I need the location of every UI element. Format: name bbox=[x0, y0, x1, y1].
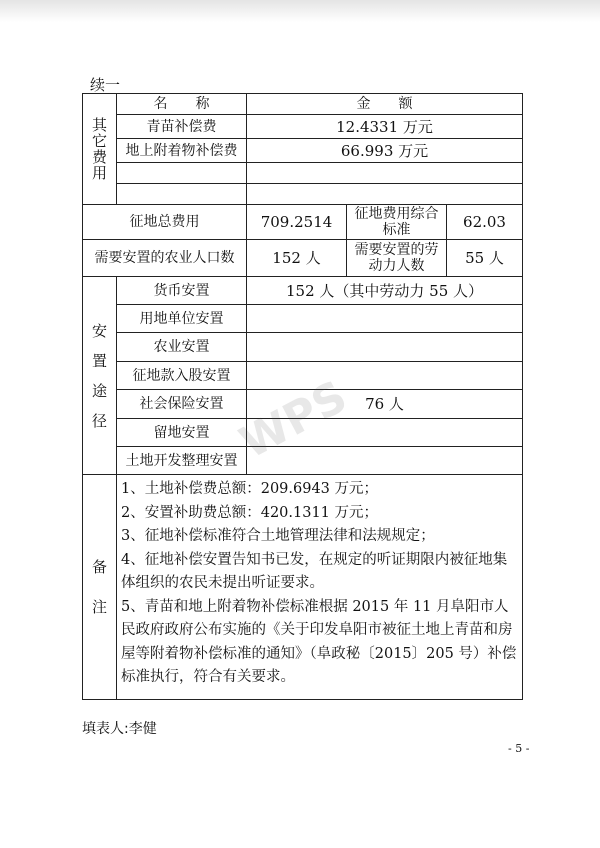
total-cost-value: 709.2514 bbox=[247, 205, 347, 240]
labor-label: 需要安置的劳动力人数 bbox=[347, 240, 447, 277]
note-item: 5、青苗和地上附着物补偿标准根据 2015 年 11 月阜阳市人民政府政府公布实施的《关于印发阜阳市被征土地上青苗和房屋等附着物补偿标准的通知》（阜政秘〔2015〕205 号）补偿标准执行，符合有关要求。 bbox=[121, 598, 517, 685]
scan-edge-shadow bbox=[0, 0, 600, 22]
resettle-value-agriculture bbox=[247, 333, 523, 362]
other-fees-label: 其 它 费 用 bbox=[83, 94, 117, 205]
land-acquisition-form-table bbox=[82, 93, 523, 700]
watermark-text: WPS bbox=[231, 371, 356, 469]
note-item: 4、征地补偿安置告知书已发，在规定的听证期限内被征地集体组织的农民未提出听证要求。 bbox=[121, 551, 508, 591]
resettle-name-equity: 征地款入股安置 bbox=[117, 362, 247, 390]
page-number: - 5 - bbox=[508, 742, 530, 755]
header-amount: 金 额 bbox=[247, 94, 523, 115]
population-label: 需要安置的农业人口数 bbox=[83, 240, 247, 277]
note-item: 2、安置补助费总额：420.1311 万元； bbox=[121, 504, 379, 521]
resettle-name-agriculture: 农业安置 bbox=[117, 333, 247, 362]
fee-name-attachments: 地上附着物补偿费 bbox=[117, 139, 247, 163]
composite-standard-value: 62.03 bbox=[447, 205, 523, 240]
header-name: 名 称 bbox=[117, 94, 247, 115]
fee-amount-empty bbox=[247, 163, 523, 184]
resettle-name-land-consolidation: 土地开发整理安置 bbox=[117, 447, 247, 475]
resettle-name-employer: 用地单位安置 bbox=[117, 305, 247, 333]
resettle-value-reserved-land bbox=[247, 419, 523, 447]
notes-content bbox=[117, 475, 523, 700]
filler-name: 填表人:李健 bbox=[82, 721, 157, 737]
resettle-value-social-insurance: 76 人 bbox=[247, 390, 523, 419]
labor-value: 55 人 bbox=[447, 240, 523, 277]
fee-name-seedling: 青苗补偿费 bbox=[117, 115, 247, 139]
fee-name-empty bbox=[117, 184, 247, 205]
continuation-label: 续一 bbox=[90, 76, 121, 94]
resettle-value-equity bbox=[247, 362, 523, 390]
resettlement-label: 安 置 途 径 bbox=[83, 277, 117, 475]
note-item: 1、土地补偿费总额：209.6943 万元； bbox=[121, 481, 379, 497]
composite-standard-label: 征地费用综合标准 bbox=[347, 205, 447, 240]
total-cost-label: 征地总费用 bbox=[83, 205, 247, 240]
fee-amount-empty bbox=[247, 184, 523, 205]
resettle-value-monetary: 152 人（其中劳动力 55 人） bbox=[247, 277, 523, 305]
fee-name-empty bbox=[117, 163, 247, 184]
fee-amount-seedling: 12.4331 万元 bbox=[247, 115, 523, 139]
resettle-value-land-consolidation bbox=[247, 447, 523, 475]
note-item: 3、征地补偿标准符合土地管理法律和法规规定； bbox=[121, 528, 435, 544]
population-value: 152 人 bbox=[247, 240, 347, 277]
resettle-name-social-insurance: 社会保险安置 bbox=[117, 390, 247, 419]
resettle-name-monetary: 货币安置 bbox=[117, 277, 247, 305]
resettle-name-reserved-land: 留地安置 bbox=[117, 419, 247, 447]
resettle-value-employer bbox=[247, 305, 523, 333]
fee-amount-attachments: 66.993 万元 bbox=[247, 139, 523, 163]
notes-label: 备 注 bbox=[83, 475, 117, 700]
